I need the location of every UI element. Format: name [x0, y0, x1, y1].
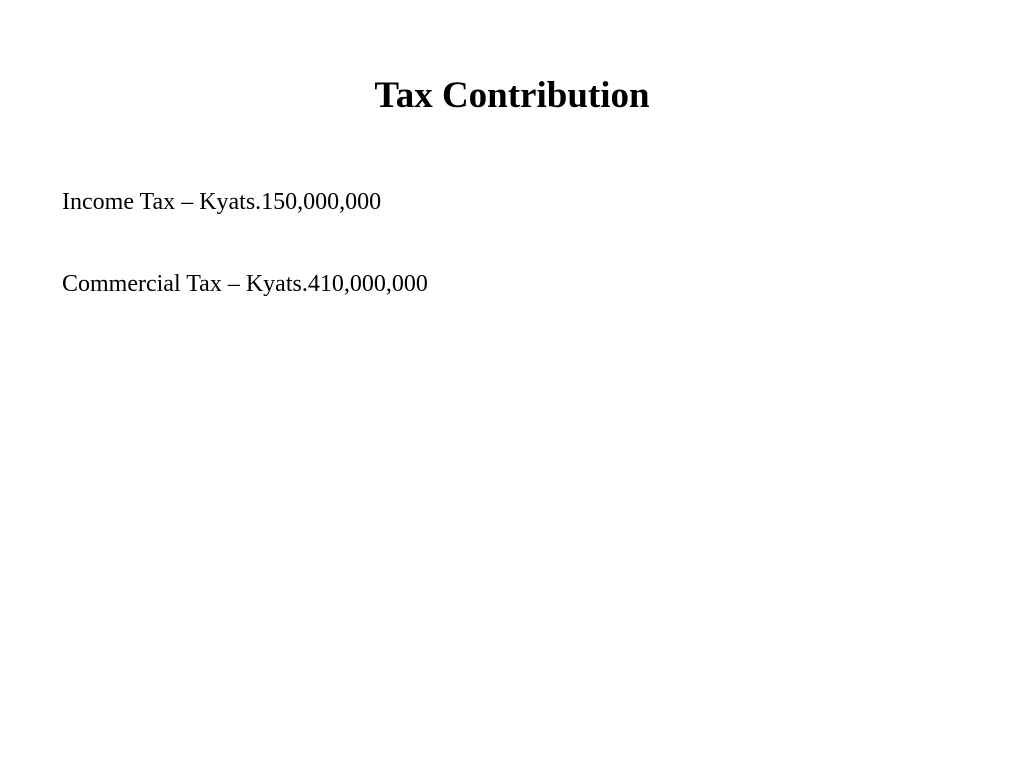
commercial-tax-line: Commercial Tax – Kyats.410,000,000 [62, 271, 428, 297]
income-tax-line: Income Tax – Kyats.150,000,000 [62, 189, 382, 215]
slide-title: Tax Contribution [374, 75, 650, 116]
slide-body [62, 186, 962, 300]
